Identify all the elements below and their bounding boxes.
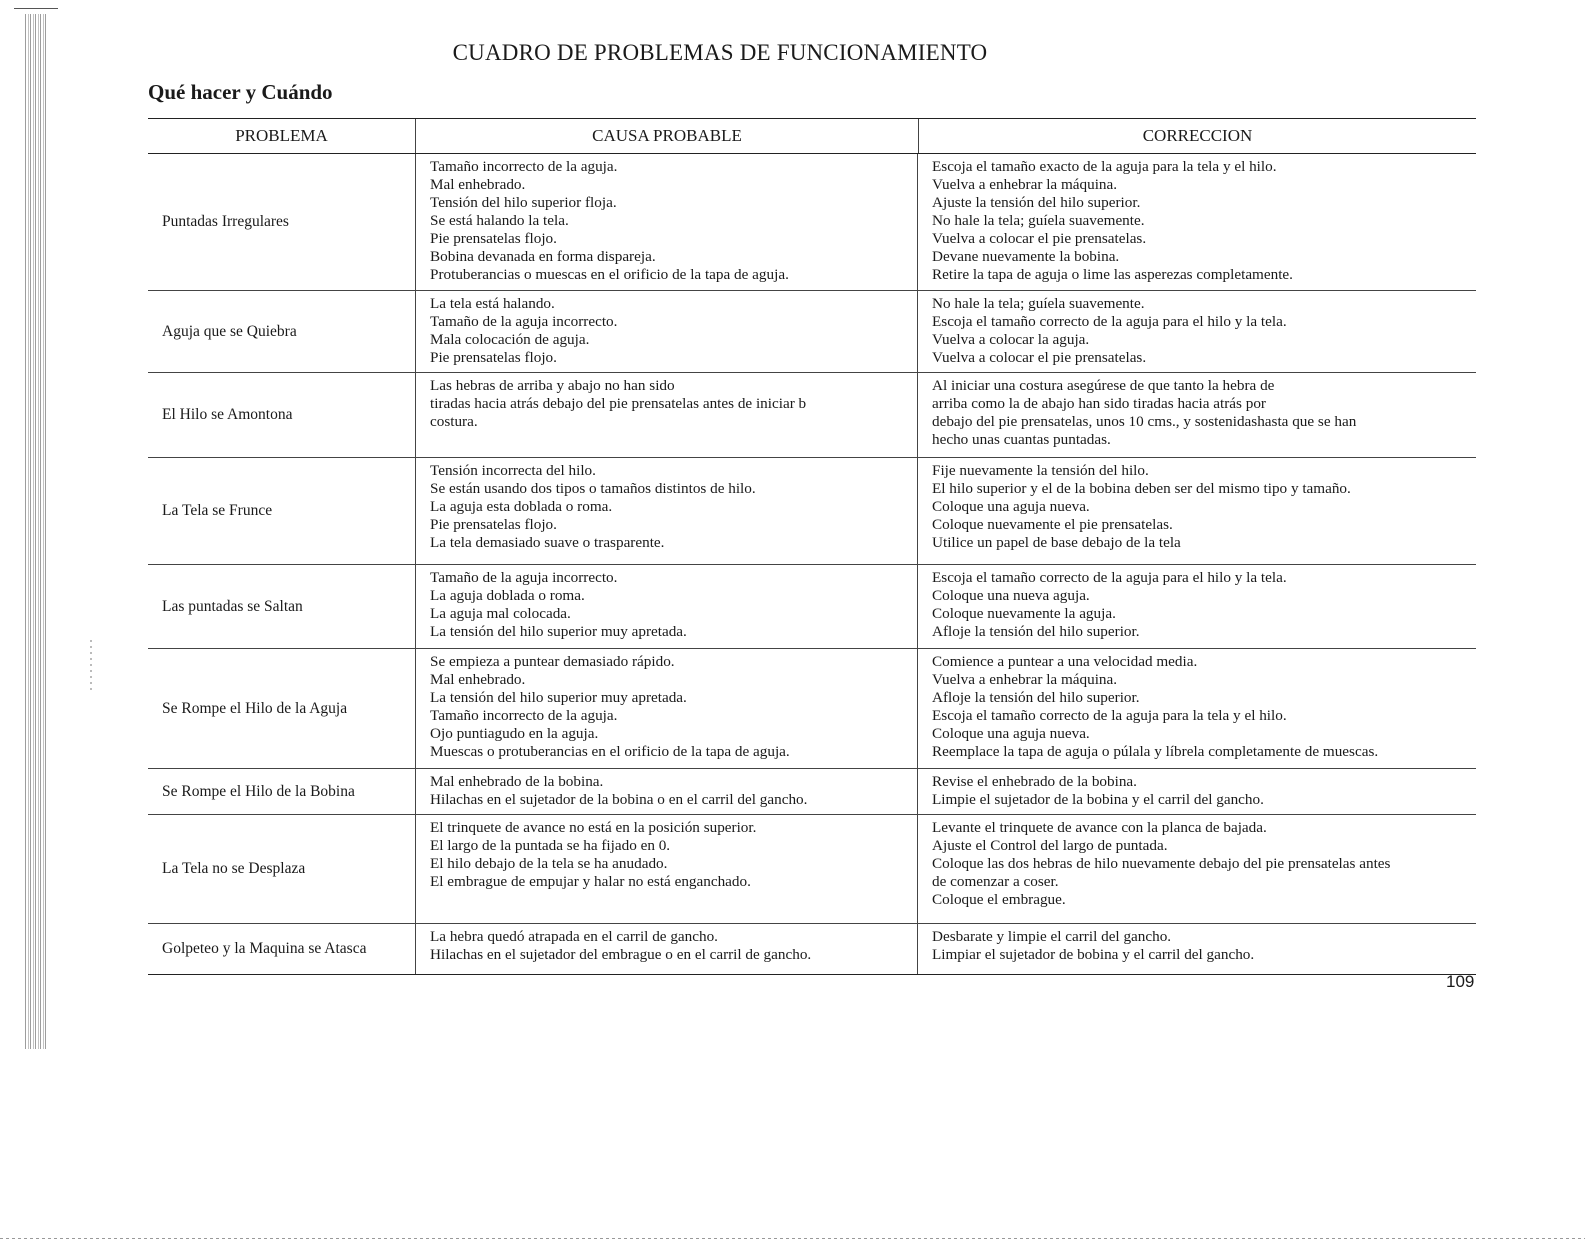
cause-line: La hebra quedó atrapada en el carril de gancho.	[430, 928, 718, 945]
correction-line: Coloque una aguja nueva.	[932, 498, 1090, 515]
correction-line: Desbarate y limpie el carril del gancho.	[932, 928, 1172, 945]
scan-bottom-edge	[0, 1238, 1585, 1239]
correction-line: debajo del pie prensatelas, unos 10 cms., y sostenidashasta que se han	[932, 413, 1357, 430]
table-row	[148, 291, 1476, 373]
cause-line: Hilachas en el sujetador del embrague o en el carril de gancho.	[430, 946, 812, 963]
cause-line: La tensión del hilo superior muy apretada.	[430, 623, 687, 640]
cause-line: El embrague de empujar y halar no está enganchado.	[430, 873, 751, 890]
cause-cell	[415, 649, 917, 768]
correction-line: Vuelva a colocar el pie prensatelas.	[932, 230, 1147, 247]
table-row	[148, 769, 1476, 815]
cause-line: Tensión incorrecta del hilo.	[430, 462, 596, 479]
correction-line: Coloque nuevamente el pie prensatelas.	[932, 516, 1173, 533]
troubleshooting-table	[148, 118, 1476, 975]
problem-cell: El Hilo se Amontona	[162, 406, 293, 423]
correction-line: Escoja el tamaño correcto de la aguja para el hilo y la tela.	[932, 569, 1287, 586]
cause-line: Mal enhebrado.	[430, 176, 526, 193]
correction-cell	[917, 924, 1476, 974]
table-row	[148, 458, 1476, 565]
problem-cell: Las puntadas se Saltan	[162, 597, 303, 615]
correction-line: Limpiar el sujetador de bobina y el carril del gancho.	[932, 946, 1255, 963]
cause-line: Muescas o protuberancias en el orificio de la tapa de aguja.	[430, 743, 790, 760]
header-correction: CORRECCION	[918, 119, 1476, 153]
scan-edge-mark	[14, 2, 58, 9]
correction-line: Vuelva a colocar el pie prensatelas.	[932, 349, 1147, 366]
correction-line: Escoja el tamaño correcto de la aguja para el hilo y la tela.	[932, 313, 1287, 330]
section-subtitle: Qué hacer y Cuándo	[148, 80, 333, 104]
cause-line: Se está halando la tela.	[430, 212, 569, 229]
correction-line: Fije nuevamente la tensión del hilo.	[932, 462, 1149, 479]
correction-cell	[917, 649, 1476, 768]
problem-cell: Se Rompe el Hilo de la Bobina	[162, 782, 355, 800]
correction-line: Retire la tapa de aguja o lime las asperezas completamente.	[932, 266, 1293, 283]
correction-line: Coloque una aguja nueva.	[932, 725, 1090, 742]
problem-cell: Se Rompe el Hilo de la Aguja	[162, 699, 348, 717]
correction-line: de comenzar a coser.	[932, 873, 1059, 890]
cause-line: Protuberancias o muescas en el orificio de la tapa de aguja.	[430, 266, 789, 283]
correction-line: Comience a puntear a una velocidad media.	[932, 653, 1198, 670]
table-header	[148, 119, 1476, 154]
cause-line: La tela está halando.	[430, 295, 555, 312]
problem-cell: Aguja que se Quiebra	[162, 322, 297, 340]
problem-cell: La Tela se Frunce	[162, 502, 273, 519]
table-row	[148, 154, 1476, 291]
correction-line: Coloque las dos hebras de hilo nuevamente debajo del pie prensatelas antes	[932, 855, 1391, 872]
cause-cell	[415, 154, 917, 290]
cause-line: Mala colocación de aguja.	[430, 331, 590, 348]
problem-cell: Golpeteo y la Maquina se Atasca	[162, 940, 367, 957]
table-body	[148, 154, 1476, 974]
cause-cell	[415, 815, 917, 923]
table-row	[148, 924, 1476, 974]
correction-line: Escoja el tamaño correcto de la aguja para la tela y el hilo.	[932, 707, 1287, 724]
correction-line: No hale la tela; guíela suavemente.	[932, 295, 1145, 312]
cause-line: Hilachas en el sujetador de la bobina o en el carril del gancho.	[430, 791, 808, 808]
page-number: 109	[1446, 972, 1475, 991]
correction-line: Limpie el sujetador de la bobina y el carril del gancho.	[932, 791, 1264, 808]
cause-line: Mal enhebrado.	[430, 671, 526, 688]
correction-line: hecho unas cuantas puntadas.	[932, 431, 1111, 448]
correction-line: arriba como la de abajo han sido tiradas hacia atrás por	[932, 395, 1266, 412]
cause-line: Las hebras de arriba y abajo no han sido	[430, 377, 675, 394]
header-cause: CAUSA PROBABLE	[415, 119, 918, 153]
cause-line: costura.	[430, 413, 478, 430]
table-row	[148, 565, 1476, 649]
correction-cell	[917, 565, 1476, 648]
cause-line: Tamaño incorrecto de la aguja.	[430, 158, 618, 175]
correction-line: Vuelva a colocar la aguja.	[932, 331, 1090, 348]
cause-line: Mal enhebrado de la bobina.	[430, 773, 604, 790]
cause-line: tiradas hacia atrás debajo del pie prensatelas antes de iniciar b	[430, 395, 807, 412]
correction-line: Coloque una nueva aguja.	[932, 587, 1090, 604]
cause-line: Pie prensatelas flojo.	[430, 516, 557, 533]
correction-line: Coloque nuevamente la aguja.	[932, 605, 1116, 622]
correction-line: Ajuste la tensión del hilo superior.	[932, 194, 1141, 211]
cause-line: La tela demasiado suave o trasparente.	[430, 534, 665, 551]
cause-line: La aguja esta doblada o roma.	[430, 498, 613, 515]
table-row	[148, 649, 1476, 769]
cause-cell	[415, 769, 917, 814]
correction-line: No hale la tela; guíela suavemente.	[932, 212, 1145, 229]
table-row	[148, 373, 1476, 458]
correction-line: Escoja el tamaño exacto de la aguja para la tela y el hilo.	[932, 158, 1277, 175]
page-title: CUADRO DE PROBLEMAS DE FUNCIONAMIENTO	[452, 40, 988, 65]
cause-line: Se empieza a puntear demasiado rápido.	[430, 653, 675, 670]
table-row	[148, 815, 1476, 924]
cause-line: Tamaño de la aguja incorrecto.	[430, 569, 618, 586]
cause-line: Bobina devanada en forma dispareja.	[430, 248, 656, 265]
cause-cell	[415, 924, 917, 974]
correction-line: El hilo superior y el de la bobina deben ser del mismo tipo y tamaño.	[932, 480, 1351, 497]
correction-line: Utilice un papel de base debajo de la tela	[932, 534, 1181, 551]
correction-line: Reemplace la tapa de aguja o púlala y líbrela completamente de muescas.	[932, 743, 1379, 760]
cause-line: Tensión del hilo superior floja.	[430, 194, 617, 211]
cause-cell	[415, 373, 917, 457]
correction-line: Afloje la tensión del hilo superior.	[932, 689, 1140, 706]
problem-cell: La Tela no se Desplaza	[162, 860, 306, 877]
cause-line: Tamaño incorrecto de la aguja.	[430, 707, 618, 724]
cause-line: El hilo debajo de la tela se ha anudado.	[430, 855, 668, 872]
correction-cell	[917, 291, 1476, 372]
correction-line: Vuelva a enhebrar la máquina.	[932, 176, 1118, 193]
correction-cell	[917, 154, 1476, 290]
cause-line: El trinquete de avance no está en la posición superior.	[430, 819, 757, 836]
cause-line: Se están usando dos tipos o tamaños distintos de hilo.	[430, 480, 756, 497]
correction-line: Revise el enhebrado de la bobina.	[932, 773, 1137, 790]
cause-line: Tamaño de la aguja incorrecto.	[430, 313, 618, 330]
cause-cell	[415, 565, 917, 648]
cause-line: Pie prensatelas flojo.	[430, 230, 557, 247]
correction-line: Coloque el embrague.	[932, 891, 1066, 908]
cause-line: La aguja mal colocada.	[430, 605, 571, 622]
cause-line: Pie prensatelas flojo.	[430, 349, 557, 366]
cause-cell	[415, 291, 917, 372]
correction-cell	[917, 815, 1476, 923]
correction-cell	[917, 769, 1476, 814]
correction-line: Al iniciar una costura asegúrese de que tanto la hebra de	[932, 377, 1275, 394]
cause-line: Ojo puntiagudo en la aguja.	[430, 725, 599, 742]
cause-line: El largo de la puntada se ha fijado en 0.	[430, 837, 671, 854]
cause-line: La tensión del hilo superior muy apretada.	[430, 689, 687, 706]
correction-line: Afloje la tensión del hilo superior.	[932, 623, 1140, 640]
header-problem: PROBLEMA	[235, 126, 328, 145]
cause-cell	[415, 458, 917, 564]
correction-line: Devane nuevamente la bobina.	[932, 248, 1120, 265]
problem-cell: Puntadas Irregulares	[162, 213, 289, 230]
correction-line: Ajuste el Control del largo de puntada.	[932, 837, 1168, 854]
correction-line: Vuelva a enhebrar la máquina.	[932, 671, 1118, 688]
correction-cell	[917, 458, 1476, 564]
scan-artifact	[90, 640, 92, 690]
correction-cell	[917, 373, 1476, 457]
correction-line: Levante el trinquete de avance con la planca de bajada.	[932, 819, 1267, 836]
scan-binding-strip	[24, 14, 46, 1049]
cause-line: La aguja doblada o roma.	[430, 587, 585, 604]
